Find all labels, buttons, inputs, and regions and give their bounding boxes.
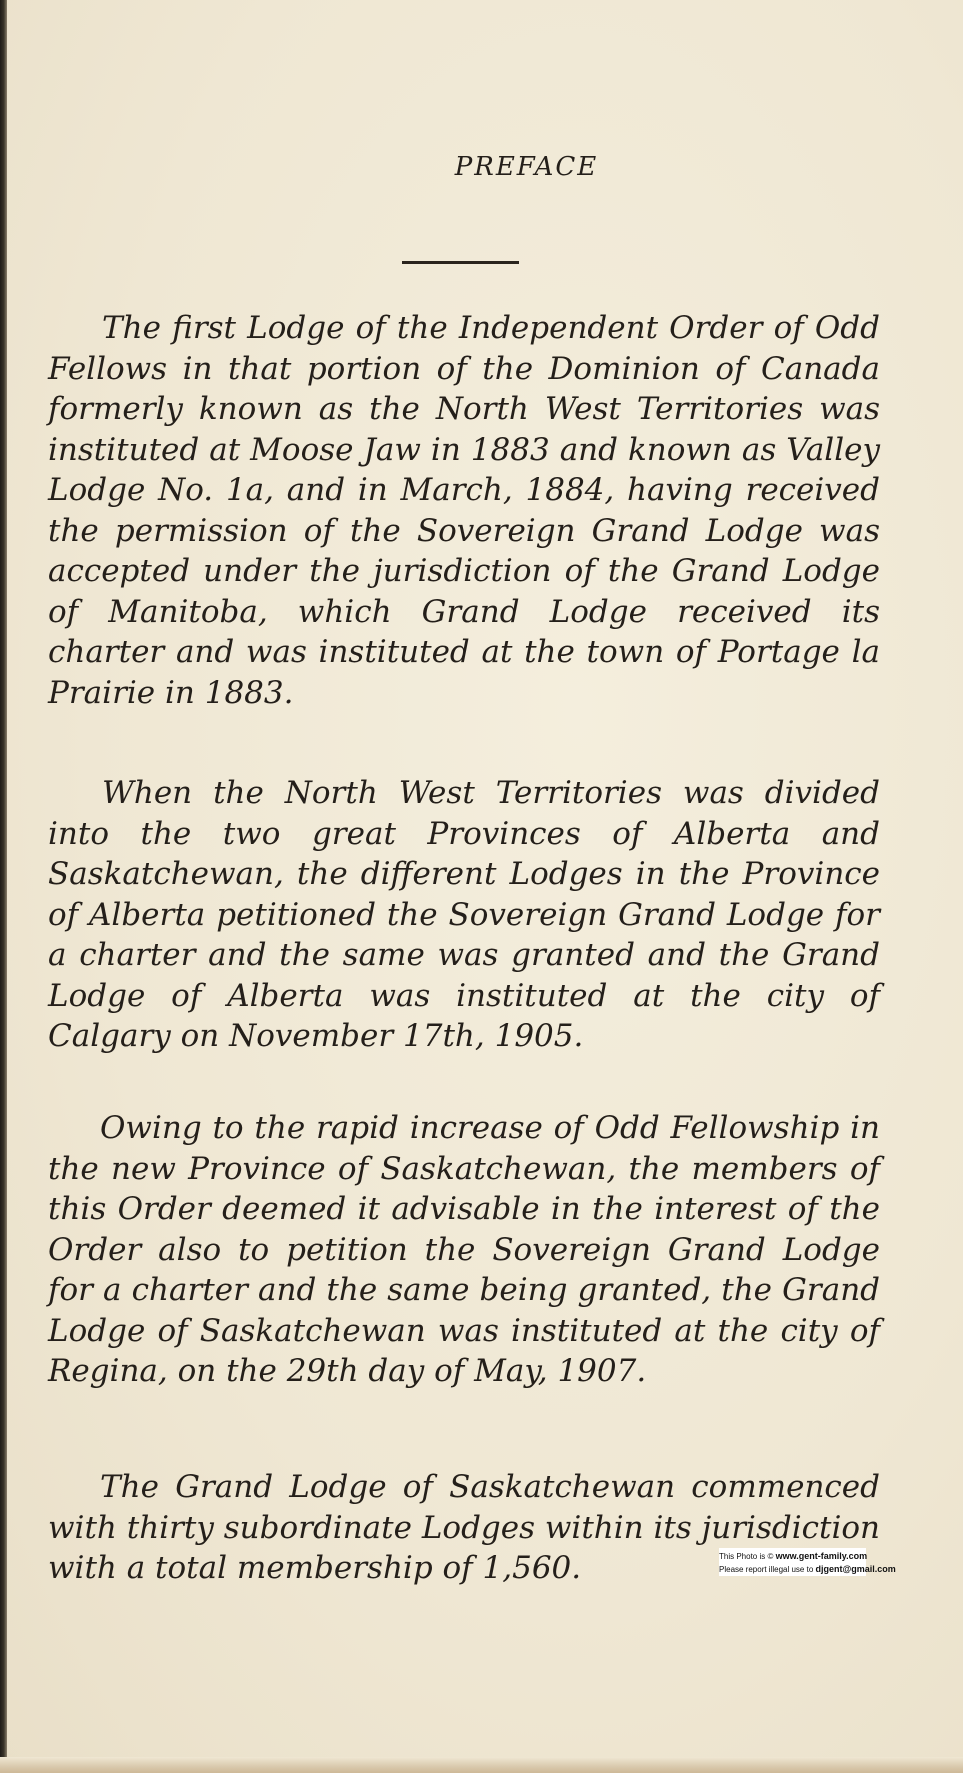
watermark-email: djgent@gmail.com (815, 1564, 896, 1574)
watermark-line-1 (719, 1550, 866, 1563)
watermark-prefix-2: Please report illegal use to (719, 1565, 816, 1574)
page-binding-edge (0, 0, 7, 1773)
watermark-prefix-1: This Photo is © (719, 1552, 776, 1561)
paragraph-3: Owing to the rapid increase of Odd Fellowship in the new Province of Saskatchewan, the members of this Order deemed it advisable in the interest of the Order also to petition the Sovereign Grand Lodge for a charter and the same being granted, the Grand Lodge of Saskatchewan was instituted at the city of Regina, on the 29th day of May, 1907. (48, 1110, 880, 1389)
watermark-line-2 (719, 1563, 896, 1576)
copyright-watermark (719, 1548, 896, 1576)
paragraph-1: The first Lodge of the Independent Order of Odd Fellows in that portion of the Dominion of Canada formerly known as the North West Territories was instituted at Moose Jaw in 1883 and known as Valley Lodge No. 1a, and in March, 1884, having received the permission of the Sovereign Grand Lodge was accepted under the jurisdiction of the Grand Lodge of Manitoba, which Grand Lodge received its charter and was instituted at the town of Portage la Prairie in 1883. (48, 310, 880, 711)
page-title: PREFACE (454, 152, 599, 182)
paragraph-2: When the North West Territories was divided into the two great Provinces of Alberta and Saskatchewan, the different Lodges in the Province of Alberta petitioned the Sovereign Grand Lodge for a charter and the same was granted and the Grand Lodge of Alberta was instituted at the city of Calgary on November 17th, 1905. (48, 775, 880, 1054)
watermark-site: www.gent-family.com (775, 1551, 868, 1561)
title-divider (402, 261, 519, 264)
paragraph-4: The Grand Lodge of Saskatchewan commenced with thirty subordinate Lodges within its jurisdiction with a total membership of 1,560. (48, 1469, 880, 1586)
page-bottom-edge (0, 1757, 963, 1773)
